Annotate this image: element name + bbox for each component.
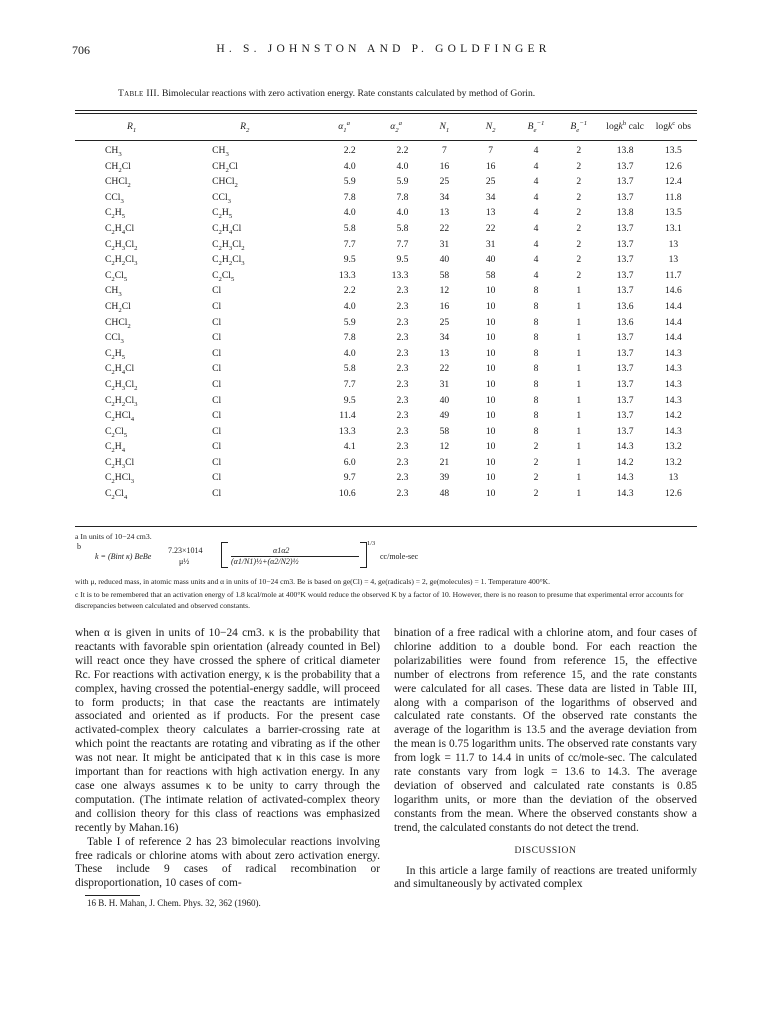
cell-alpha1: 2.2 [343,285,356,297]
cell-alpha2: 5.8 [396,222,409,234]
cell-logk-obs: 14.2 [664,410,682,422]
cell-be-inv-2: 1 [576,378,582,390]
cell-n2: 10 [485,488,496,500]
cell-alpha1: 7.8 [343,191,356,203]
cell-n1: 16 [439,300,450,312]
table-row [75,470,697,486]
cell-logk-obs: 14.3 [664,378,682,390]
cell-be-inv-1: 4 [533,145,539,156]
cell-logk-calc: 14.3 [616,472,634,484]
cell-be-inv-2: 1 [576,332,582,344]
cell-r2: Cl [212,347,222,359]
cell-r2: Cl [212,300,222,312]
cell-be-inv-2: 1 [576,363,582,375]
cell-n1: 58 [439,269,450,281]
cell-be-inv-2: 2 [576,145,582,156]
cell-r1: CCl$_3$ [105,191,124,205]
cell-be-inv-1: 8 [533,378,539,390]
cell-r2: $C_2Cl_5$ [212,269,235,283]
cell-alpha1: 10.6 [338,488,356,500]
cell-alpha1: 5.8 [343,363,356,375]
cell-be-inv-2: 1 [576,441,582,453]
left-column [75,627,380,909]
table-row [75,377,697,393]
cell-n2: 10 [485,300,496,312]
cell-n2: 10 [485,410,496,422]
cell-n1: 22 [439,222,450,234]
cell-n1: 49 [439,410,450,422]
cell-r2: Cl [212,363,222,375]
cell-n1: 25 [439,316,450,328]
cell-alpha1: 2.2 [343,145,356,156]
cell-n1: 12 [439,285,450,297]
table-row [75,237,697,253]
cell-r2: $C_2H_4Cl$ [212,222,242,236]
cell-n1: 22 [439,363,450,375]
formula-numerator: α1α2 [273,546,290,555]
cell-be-inv-1: 8 [533,363,539,375]
cell-logk-calc: 13.8 [616,145,634,156]
cell-be-inv-1: 2 [533,441,539,453]
cell-r2: Cl [212,488,222,500]
cell-logk-calc: 13.7 [616,222,634,234]
formula-mu: μ½ [179,557,190,566]
table-row [75,174,697,190]
formula-bracket-left [221,542,228,568]
footnote-c-text: c It is to be remembered that an activation energy of 1.8 kcal/mole at 400°K would reduce the observed K by a factor of 10. However, there is no reason to presume that experimental error accounts for discrepancies between calculated and observed constants. [75,590,684,610]
cell-be-inv-1: 8 [533,347,539,359]
cell-r1: $C_2HCl_3$ [105,472,135,486]
cell-alpha1: 4.0 [343,347,356,359]
cell-logk-calc: 13.7 [616,238,634,250]
cell-be-inv-2: 1 [576,410,582,422]
cell-n1: 12 [439,441,450,453]
cell-n1: 21 [439,456,450,468]
right-paragraph-2: In this article a large family of reactions are treated uniformly and simultaneously by activated complex [394,864,697,891]
cell-alpha2: 2.3 [396,410,409,422]
reference-rule [85,895,140,896]
cell-n2: 16 [485,160,496,172]
cell-n1: 31 [439,378,450,390]
cell-be-inv-2: 1 [576,456,582,468]
cell-logk-obs: 11.7 [665,269,682,281]
cell-logk-obs: 13.2 [664,456,682,468]
cell-logk-calc: 13.6 [616,300,634,312]
cell-be-inv-2: 1 [576,472,582,484]
cell-logk-obs: 12.6 [664,488,682,500]
cell-r1: $C_2H_4Cl$ [105,363,135,377]
cell-be-inv-2: 1 [576,425,582,437]
cell-logk-calc: 13.7 [616,254,634,266]
col-header-r1: $R_1$ [127,121,137,134]
left-paragraph-2: Table I of reference 2 has 23 bimolecular reactions involving free radicals or chlorine atoms with about zero activation energy. These include 9 cases of radical recombination or disproportionation, 10 cases of com- [75,835,380,890]
cell-be-inv-2: 2 [576,238,582,250]
col-header-n2: $N_2$ [485,121,496,134]
cell-n2: 34 [485,191,496,203]
table-label: Table III. [118,88,160,99]
cell-n2: 10 [485,332,496,344]
cell-be-inv-2: 2 [576,207,582,219]
cell-logk-obs: 14.3 [664,394,682,406]
col-header-be-inv-1: $B_e^{-1}$ [527,119,545,134]
cell-alpha1: 9.7 [343,472,356,484]
cell-n2: 10 [485,347,496,359]
page-number: 706 [72,43,90,57]
footnote-a [75,531,697,542]
cell-alpha2: 2.3 [396,472,409,484]
left-paragraph-1: when α is given in units of 10−24 cm3. κ is the probability that reactants with favorable spin orientation (already counted in Bel) will react once they have crossed the sphere of critical diameter Rc. For reactions with activation energy, κ is the probability that a complex, having crossed the potential-energy saddle, will proceed to form products; in that case the reactants are intimately associated and oriented as if products. For the present case activated-complex theory calculates a barrier-crossing rate at which point the reactants are rotating and vibrating as if the other was not near. It might be anticipated that κ in this case is more important than for reactions with high activation energy. In any case one always assumes κ to be unity to carry through the computation. (The intimate relation of activated-complex theory and collision theory for this class of reactions was emphasized recently by Mahan.16) [75,627,380,834]
cell-be-inv-1: 8 [533,410,539,422]
cell-be-inv-1: 4 [533,207,539,219]
cell-r1: $CH_2Cl$ [105,160,131,174]
cell-alpha2: 2.3 [396,332,409,344]
cell-logk-calc: 13.7 [616,378,634,390]
cell-be-inv-1: 8 [533,300,539,312]
cell-be-inv-1: 4 [533,254,539,266]
cell-be-inv-1: 8 [533,332,539,344]
cell-r1: $C_2Cl_5$ [105,269,128,283]
cell-r2: Cl [212,456,222,468]
cell-n1: 13 [439,207,450,219]
table-row [75,221,697,237]
cell-logk-obs: 12.4 [664,176,682,188]
cell-logk-calc: 13.7 [616,394,634,406]
col-header-alpha1: $\alpha_1^a$ [338,119,351,134]
cell-n1: 25 [439,176,450,188]
formula-denominator: (α1/N1)½+(α2/N2)½ [231,557,299,566]
cell-be-inv-2: 2 [576,176,582,188]
cell-be-inv-1: 2 [533,456,539,468]
cell-logk-obs: 14.3 [664,425,682,437]
cell-n2: 7 [488,145,494,156]
cell-r1: CHCl$_2$ [105,176,131,190]
col-header-alpha2: $\alpha_2^a$ [390,119,402,134]
cell-alpha1: 13.3 [338,425,356,437]
cell-n2: 10 [485,285,496,297]
cell-r1: $C_2Cl_4$ [105,488,128,501]
cell-alpha1: 4.0 [343,207,356,219]
cell-r1: $C_2H_2Cl_3$ [105,394,138,408]
cell-logk-obs: 14.6 [664,285,682,297]
cell-be-inv-1: 4 [533,160,539,172]
cell-logk-calc: 13.7 [616,425,634,437]
cell-n1: 34 [439,191,450,203]
cell-logk-obs: 13.5 [664,207,682,219]
table-row [75,283,697,299]
col-header-logk-calc: logk$^b$ calc [606,119,645,132]
cell-n1: 13 [439,347,450,359]
cell-logk-calc: 14.3 [616,441,634,453]
table-top-rule [75,110,697,111]
cell-r2: CHCl$_2$ [212,176,238,190]
cell-n2: 31 [485,238,496,250]
cell-n1: 34 [439,332,450,344]
cell-logk-obs: 13.1 [664,222,682,234]
cell-r2: $C_2H_3Cl_2$ [212,238,245,252]
table-row [75,346,697,362]
cell-r1: $C_2HCl_4$ [105,410,135,423]
cell-n1: 39 [439,472,450,484]
table-row [75,424,697,440]
cell-r1: $C_2H_3Cl_2$ [105,378,138,392]
cell-alpha2: 2.3 [396,456,409,468]
cell-r1: $C_2H_2Cl_3$ [105,254,138,268]
cell-logk-calc: 14.2 [616,456,634,468]
cell-alpha1: 9.5 [343,394,356,406]
cell-alpha2: 5.9 [396,176,409,188]
cell-alpha1: 7.8 [343,332,356,344]
cell-alpha2: 2.3 [396,347,409,359]
formula-exponent: 1/3 [367,540,376,547]
table-caption [118,88,535,99]
reference-16: 16 B. H. Mahan, J. Chem. Phys. 32, 362 (1960). [87,898,261,909]
cell-alpha2: 2.3 [396,425,409,437]
cell-alpha1: 5.9 [343,176,356,188]
cell-alpha2: 2.3 [396,363,409,375]
cell-be-inv-1: 2 [533,472,539,484]
cell-n1: 7 [441,145,447,156]
cell-r2: $C_2H_2Cl_3$ [212,254,245,268]
cell-logk-calc: 13.7 [616,160,634,172]
cell-n1: 31 [439,238,450,250]
cell-logk-calc: 13.7 [616,363,634,375]
col-header-n1: $N_1$ [439,121,450,134]
cell-r2: Cl [212,378,222,390]
formula-units: cc/mole-sec [380,552,419,561]
table-row [75,393,697,409]
cell-alpha2: 9.5 [396,254,409,266]
cell-r1: $C_2H_5$ [105,347,126,361]
footnote-b-text: with μ, reduced mass, in atomic mass units and α in units of 10−24 cm3. Be is based on ge(Cl) = 4, ge(radicals) = 2, ge(molecules) = 1. Temperature 400°K. [75,577,551,586]
footnote-b-marker: b [77,542,81,551]
col-header-r2: $R_2$ [240,121,250,134]
table-bottom-rule [75,526,697,527]
data-table [75,117,697,502]
right-column [394,627,697,892]
cell-r1: $C_2H_4$ [105,441,126,455]
cell-be-inv-2: 1 [576,488,582,500]
table-row [75,486,697,502]
cell-logk-calc: 13.7 [616,191,634,203]
table-header-row [75,117,697,137]
cell-alpha2: 7.7 [396,238,409,250]
cell-logk-calc: 13.7 [616,347,634,359]
cell-r2: $CH_2Cl$ [212,160,238,174]
cell-logk-calc: 13.7 [616,285,634,297]
cell-logk-obs: 13.5 [664,145,682,156]
cell-n2: 10 [485,394,496,406]
cell-be-inv-1: 4 [533,222,539,234]
cell-alpha2: 13.3 [391,269,409,281]
cell-alpha2: 2.3 [396,285,409,297]
cell-logk-obs: 14.4 [664,300,682,312]
cell-n1: 58 [439,425,450,437]
cell-n2: 13 [485,207,496,219]
cell-logk-calc: 13.7 [616,410,634,422]
discussion-heading: DISCUSSION [514,845,577,856]
cell-r2: Cl [212,441,222,453]
cell-alpha1: 5.8 [343,222,356,234]
cell-r2: Cl [212,316,222,328]
cell-be-inv-1: 4 [533,269,539,281]
cell-logk-obs: 13 [668,254,679,266]
cell-logk-calc: 13.6 [616,316,634,328]
table-row [75,455,697,471]
cell-logk-obs: 14.3 [664,347,682,359]
cell-r1: CHCl$_2$ [105,316,131,330]
cell-n2: 10 [485,316,496,328]
formula-coefficient: 7.23×1014 [168,546,203,555]
cell-alpha1: 4.1 [343,441,356,453]
cell-r2: Cl [212,332,222,344]
cell-alpha2: 2.3 [396,378,409,390]
col-header-logk-obs: logk$^c$ obs [655,119,691,132]
cell-alpha2: 2.3 [396,316,409,328]
cell-n2: 10 [485,378,496,390]
formula-bracket-right [360,542,367,568]
cell-logk-obs: 14.3 [664,363,682,375]
cell-logk-calc: 13.7 [616,269,634,281]
table-row [75,315,697,331]
cell-alpha2: 2.3 [396,300,409,312]
footnote-a-text: a In units of 10−24 cm3. [75,532,152,541]
table-row [75,252,697,268]
cell-be-inv-1: 8 [533,394,539,406]
table-row [75,361,697,377]
cell-alpha2: 2.2 [396,145,409,156]
cell-be-inv-1: 4 [533,176,539,188]
cell-be-inv-2: 1 [576,347,582,359]
cell-n2: 10 [485,441,496,453]
cell-r1: CCl$_3$ [105,332,124,346]
cell-alpha2: 7.8 [396,191,409,203]
cell-r1: $C_2H_4Cl$ [105,222,135,236]
cell-logk-obs: 14.4 [664,316,682,328]
table-row [75,299,697,315]
cell-logk-obs: 12.6 [664,160,682,172]
cell-r2: $CH_3$ [212,145,229,158]
cell-be-inv-1: 8 [533,316,539,328]
cell-logk-obs: 11.8 [665,191,682,203]
cell-r2: Cl [212,472,222,484]
footnote-b-formula [75,540,697,576]
cell-be-inv-2: 2 [576,191,582,203]
cell-logk-calc: 14.3 [616,488,634,500]
col-header-be-inv-2: $B_e^{-1}$ [570,119,588,134]
cell-be-inv-2: 1 [576,316,582,328]
cell-be-inv-1: 8 [533,425,539,437]
cell-alpha1: 11.4 [339,410,356,422]
cell-r1: $CH_3$ [105,285,122,299]
cell-alpha1: 4.0 [343,300,356,312]
cell-n2: 10 [485,456,496,468]
cell-be-inv-1: 2 [533,488,539,500]
cell-alpha2: 2.3 [396,441,409,453]
cell-be-inv-1: 4 [533,238,539,250]
cell-n2: 10 [485,425,496,437]
cell-r2: Cl [212,410,222,422]
cell-alpha1: 13.3 [338,269,356,281]
table-row [75,330,697,346]
table-row [75,408,697,424]
cell-be-inv-1: 4 [533,191,539,203]
table-row [75,159,697,175]
cell-alpha2: 4.0 [396,207,409,219]
cell-be-inv-2: 2 [576,269,582,281]
cell-r1: $C_2Cl_5$ [105,425,128,439]
table-row [75,190,697,206]
cell-n2: 10 [485,363,496,375]
cell-alpha1: 7.7 [343,238,356,250]
cell-be-inv-1: 8 [533,285,539,297]
table-row [75,439,697,455]
cell-alpha1: 7.7 [343,378,356,390]
cell-n2: 10 [485,472,496,484]
cell-alpha2: 4.0 [396,160,409,172]
table-row [75,268,697,284]
cell-alpha1: 4.0 [343,160,356,172]
table-top-rule-2 [75,113,697,114]
cell-r2: Cl [212,425,222,437]
cell-be-inv-2: 1 [576,300,582,312]
cell-r1: $CH_2Cl$ [105,300,131,314]
right-paragraph-1: bination of a free radical with a chlorine atom, and four cases of chlorine addition to a double bond. For each reaction the polarizabilities were found from reference 15, the effective number of electrons from reference 15, and the rate constants were calculated for all cases. These data are listed in Table III, along with a comparison of the logarithms of observed and calculated rate constants. Of the observed rate constants the average of the logarithm is 13.5 and the average deviation from the mean is 0.75 logarithm units. The observed rate constants vary from logk = 11.7 to 14.4 in units of cc/mole-sec. The calculated rate constants vary from logk = 13.6 to 14.3. The average deviation of observed and calculated rate constants is 0.85 logarithm units, or more than the deviation of the observed constants from the mean. Where the observed constants show a trend, the calculated constants do not detect the trend. [394,627,697,834]
cell-be-inv-2: 2 [576,222,582,234]
cell-r1: $C_2H_5$ [105,207,126,221]
table-row [75,205,697,221]
cell-logk-obs: 13 [668,238,679,250]
cell-r1: $CH_3$ [105,145,122,158]
cell-r2: Cl [212,394,222,406]
table-row [75,143,697,159]
cell-n2: 40 [485,254,496,266]
cell-logk-calc: 13.8 [616,207,634,219]
cell-logk-calc: 13.7 [616,176,634,188]
cell-alpha2: 2.3 [396,488,409,500]
cell-n1: 40 [439,394,450,406]
cell-be-inv-2: 1 [576,394,582,406]
cell-logk-obs: 14.4 [664,332,682,344]
cell-logk-calc: 13.7 [616,332,634,344]
cell-r1: $C_2H_3Cl_2$ [105,238,138,252]
cell-logk-obs: 13.2 [664,441,682,453]
cell-n2: 25 [485,176,496,188]
cell-be-inv-2: 2 [576,254,582,266]
cell-r2: CCl$_3$ [212,191,231,205]
cell-logk-obs: 13 [668,472,679,484]
cell-alpha1: 6.0 [343,456,356,468]
cell-alpha1: 5.9 [343,316,356,328]
cell-alpha2: 2.3 [396,394,409,406]
cell-n2: 22 [485,222,496,234]
running-title: H. S. JOHNSTON AND P. GOLDFINGER [216,43,551,55]
cell-n1: 48 [439,488,450,500]
cell-alpha1: 9.5 [343,254,356,266]
cell-r2: $C_2H_5$ [212,207,233,221]
cell-n1: 16 [439,160,450,172]
cell-r2: Cl [212,285,222,297]
cell-n1: 40 [439,254,450,266]
cell-r1: $C_2H_3Cl$ [105,456,135,470]
table-caption-text: Bimolecular reactions with zero activation energy. Rate constants calculated by method of Gorin. [161,88,536,99]
formula-lhs: k = (Bint κ) BeBe [95,552,152,561]
cell-be-inv-2: 1 [576,285,582,297]
cell-n2: 58 [485,269,496,281]
cell-be-inv-2: 2 [576,160,582,172]
